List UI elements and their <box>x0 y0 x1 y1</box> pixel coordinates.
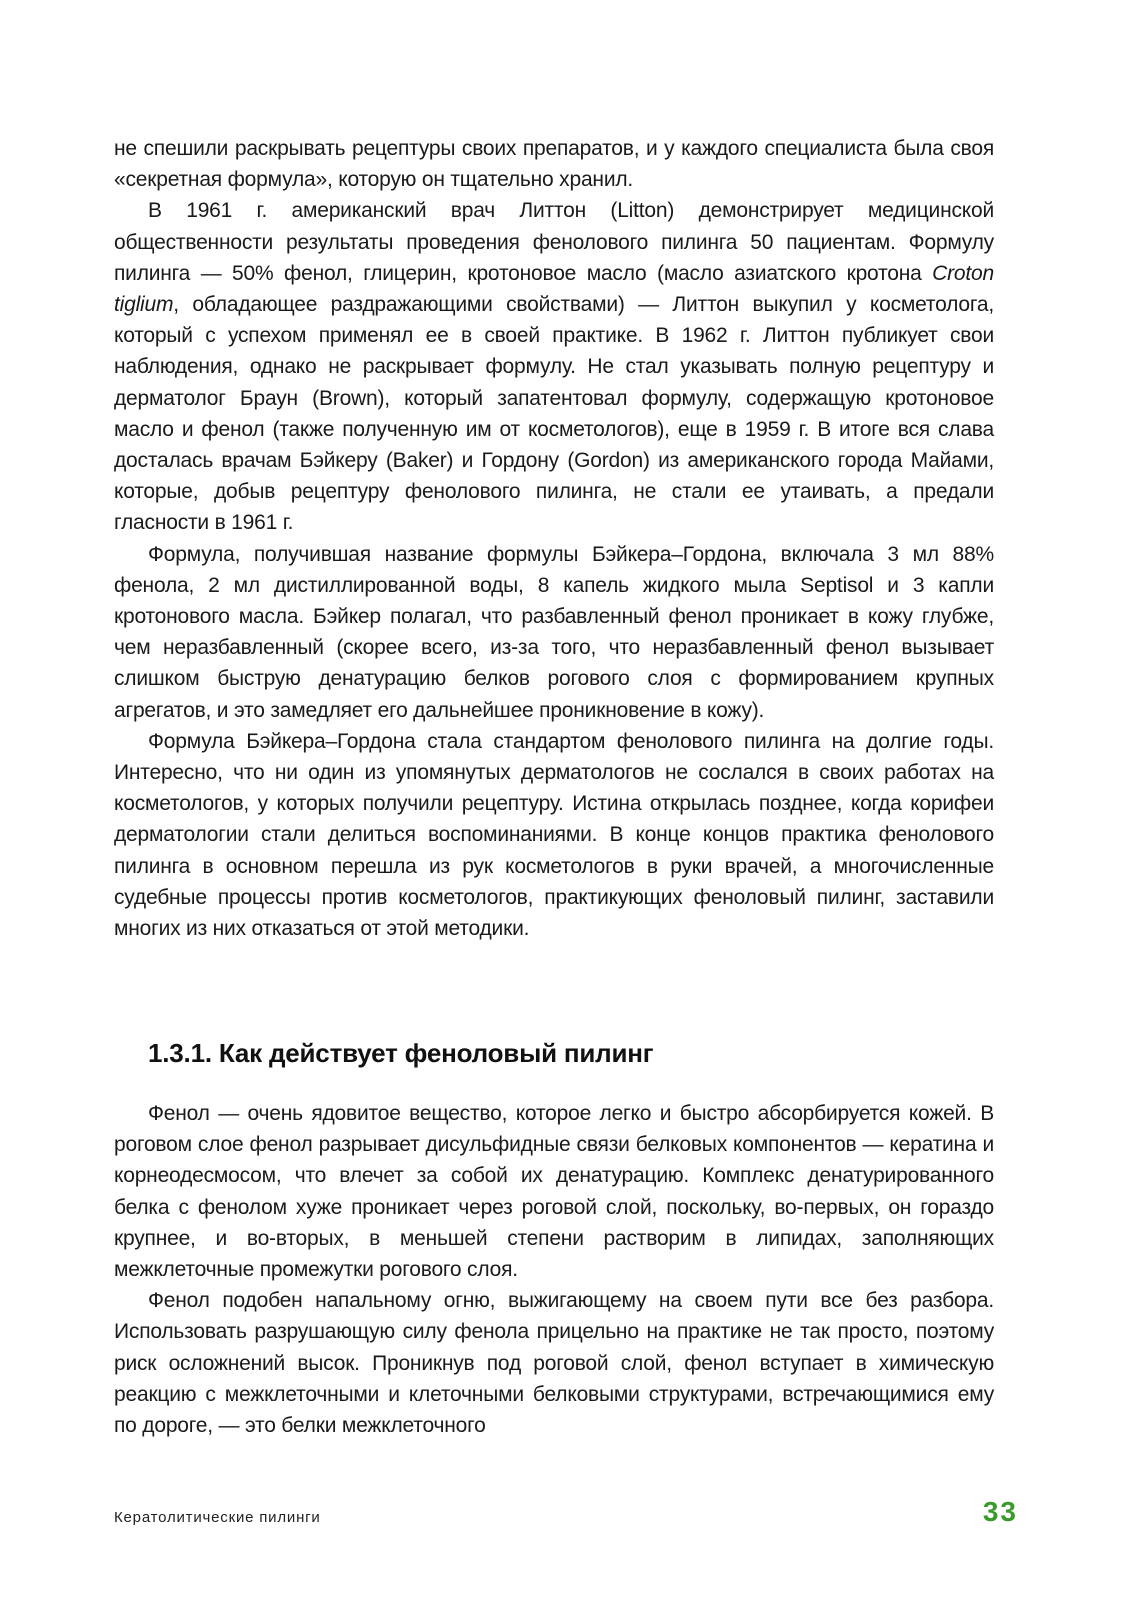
body-text-bottom <box>114 1098 994 1441</box>
paragraph-2 <box>114 195 994 538</box>
body-text-top <box>114 133 994 944</box>
paragraph-4 <box>114 726 994 944</box>
paragraph-1 <box>114 133 994 195</box>
paragraph-3-text: Формула, получившая название формулы Бэйкера–Гордона, включала 3 мл 88% фенола, 2 мл дистиллированной воды, 8 капель жидкого мыла Septisol и 3 капли кротонового масла. Бэйкер полагал, что разбавленный фенол проникает в кожу глубже, чем неразбавленный (скорее всего, из-за того, что неразбавленный фенол вызывает слишком быструю денатурацию белков рогового слоя с формированием крупных агрегатов, и это замедляет его дальнейшее проникновение в кожу). <box>114 542 994 722</box>
running-footer-title: Кератолитические пилинги <box>114 1509 321 1526</box>
latin-species-name: Croton tiglium <box>114 261 994 317</box>
paragraph-6 <box>114 1285 994 1441</box>
paragraph-3 <box>114 539 994 726</box>
paragraph-2-text: В 1961 г. американский врач Литтон (Litton) демонстрирует медицинской общественности результаты проведения фенолового пилинга 50 пациентам. Формулу пилинга — 50% фенол, глицерин, кротоновое масло (масло азиатского кротона <box>114 199 994 285</box>
section-heading: 1.3.1. Как действует феноловый пилинг <box>148 1038 654 1068</box>
page-number: 33 <box>982 1496 1018 1527</box>
paragraph-2-text-after: , обладающее раздражающими свойствами) — Литтон выкупил у косметолога, который с успехом применял ее в своей практике. В 1962 г. Литтон публикует свои наблюдения, однако не раскрывает формулу. Не стал указывать полную рецептуру и дерматолог Браун (Brown), который запатентовал формулу, содержащую кротоновое масло и фенол (также полученную им от косметологов), еще в 1959 г. В итоге вся слава досталась врачам Бэйкеру (Baker) и Гордону (Gordon) из американского города Майами, которые, добыв рецептуру фенолового пилинга, не стали ее утаивать, а предали гласности в 1961 г. <box>114 293 994 535</box>
paragraph-6-text: Фенол подобен напальному огню, выжигающему на своем пути все без разбора. Использовать разрушающую силу фенола прицельно на практике не так просто, поэтому риск осложнений высок. Проникнув под роговой слой, фенол вступает в химическую реакцию с межклеточными и клеточными белковыми структурами, встречающимися ему по дороге, — это белки межклеточного <box>114 1289 994 1438</box>
paragraph-5-text: Фенол — очень ядовитое вещество, которое легко и быстро абсорбируется кожей. В роговом слое фенол разрывает дисульфидные связи белковых компонентов — кератина и корнеодесмосом, что влечет за собой их денатурацию. Комплекс денатурированного белка с фенолом хуже проникает через роговой слой, поскольку, во-первых, он гораздо крупнее, и во-вторых, в меньшей степени растворим в липидах, заполняющих межклеточные промежутки рогового слоя. <box>114 1102 994 1282</box>
paragraph-1-text: не спешили раскрывать рецептуры своих препаратов, и у каждого специалиста была своя «секретная формула», которую он тщательно хранил. <box>114 137 994 192</box>
paragraph-4-text: Формула Бэйкера–Гордона стала стандартом фенолового пилинга на долгие годы. Интересно, что ни один из упомянутых дерматологов не сослался в своих работах на косметологов, у которых получили рецептуру. Истина открылась позднее, когда корифеи дерматологии стали делиться воспоминаниями. В конце концов практика фенолового пилинга в основном перешла из рук косметологов в руки врачей, а многочисленные судебные процессы против косметологов, практикующих феноловый пилинг, заставили многих из них отказаться от этой методики. <box>114 729 994 941</box>
paragraph-5 <box>114 1098 994 1285</box>
